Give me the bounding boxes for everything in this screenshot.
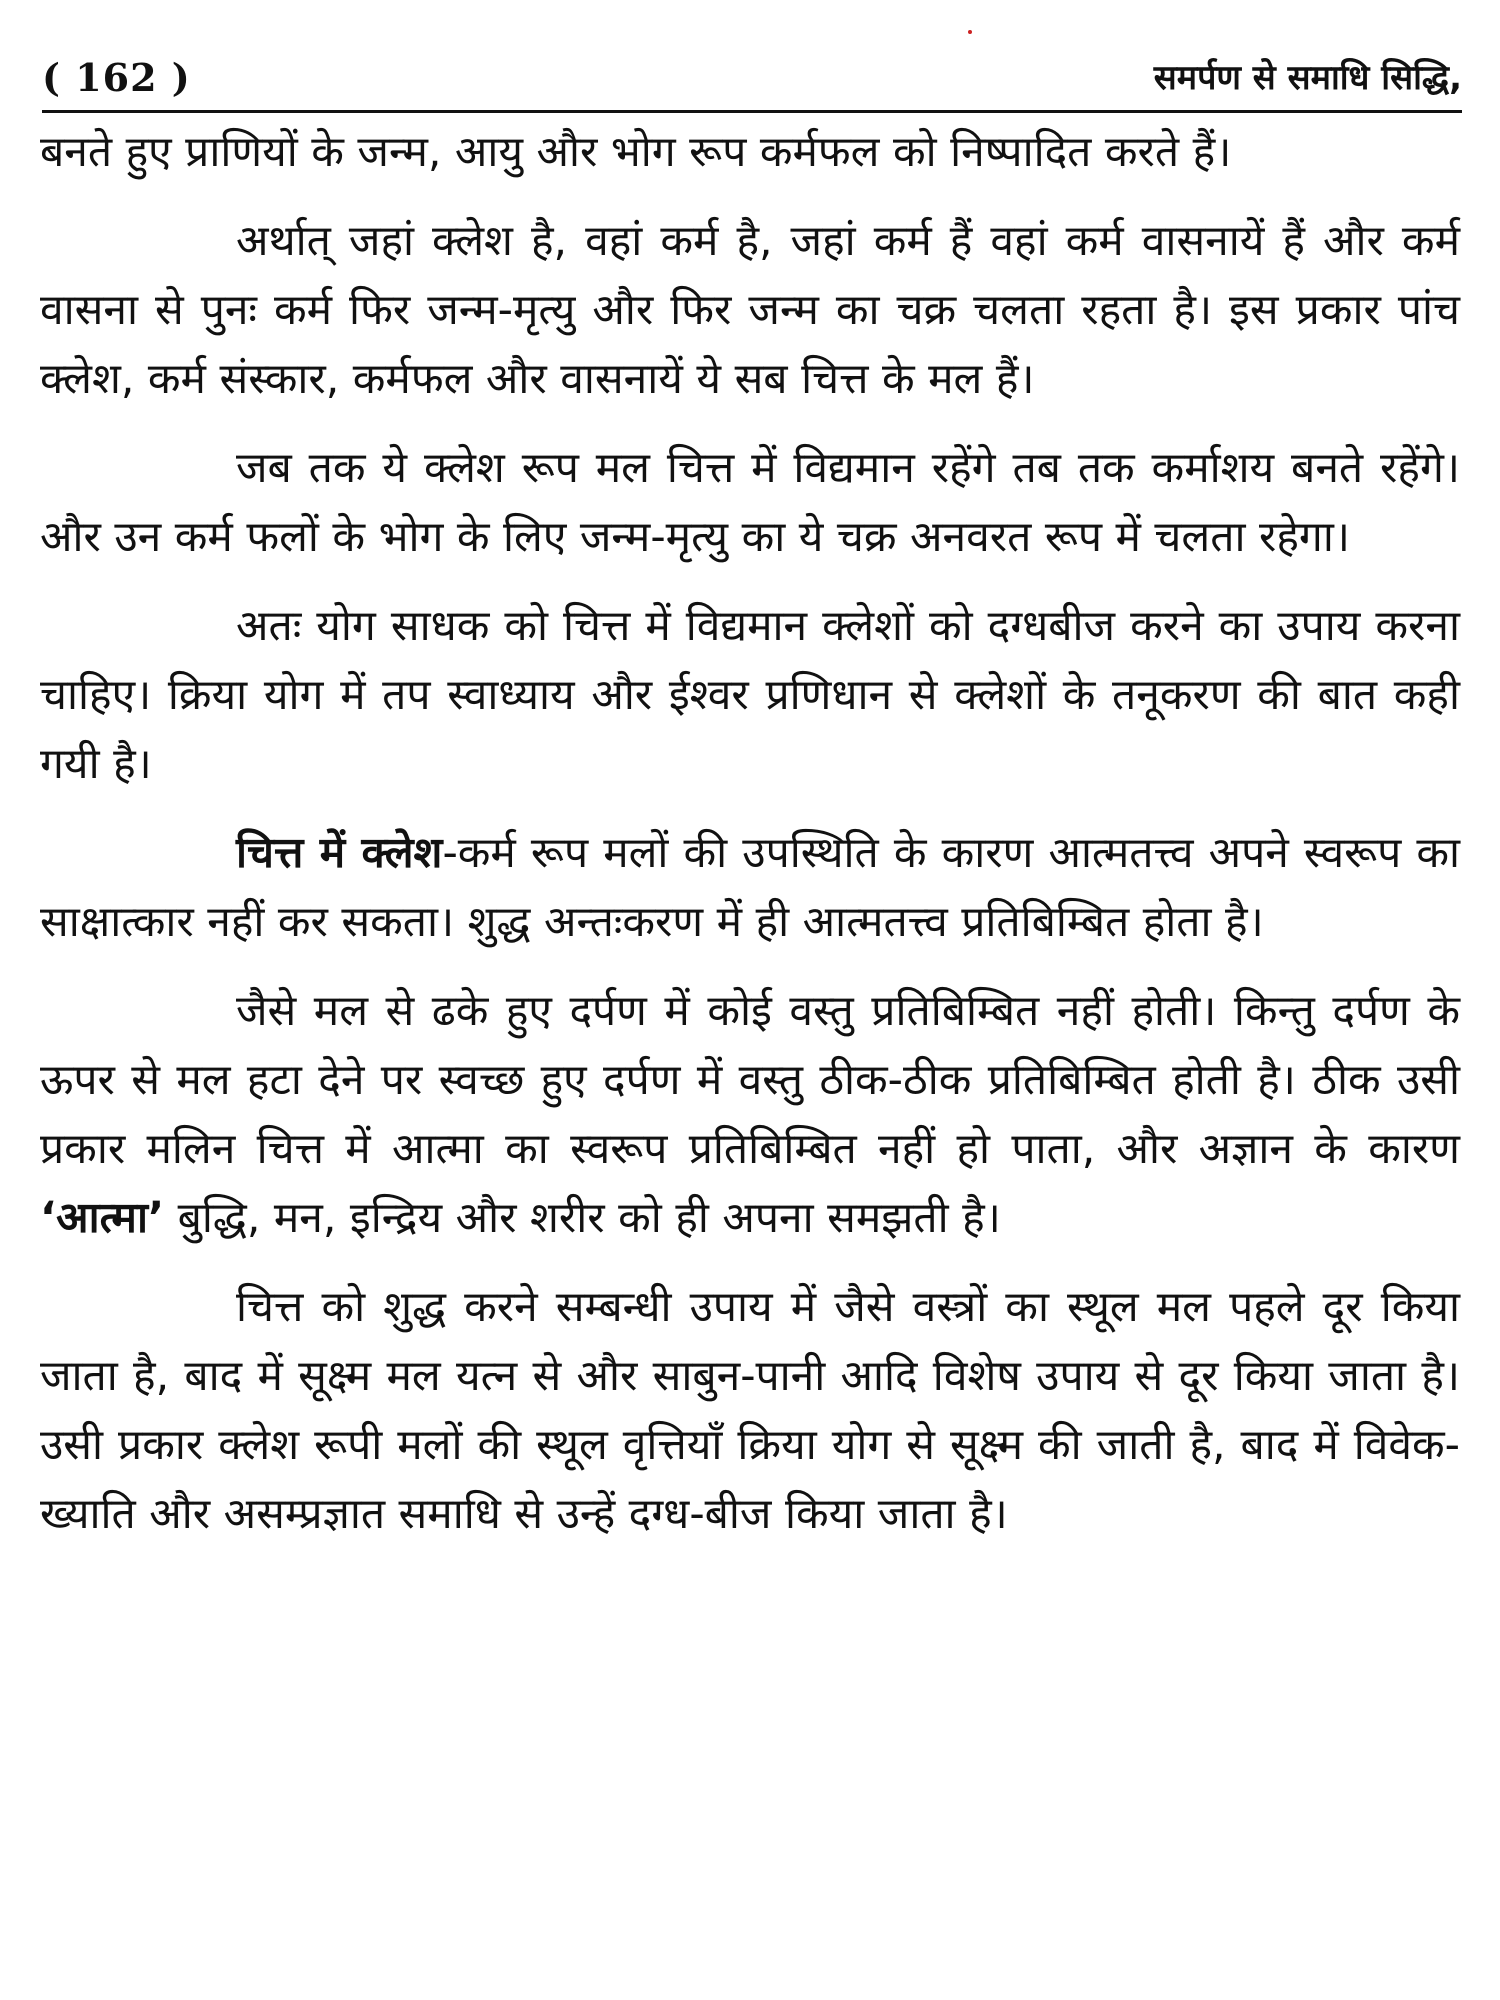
body-text <box>40 118 1460 1549</box>
quoted-term: ‘आत्मा’ <box>40 1194 165 1243</box>
paragraph-5 <box>40 819 1460 957</box>
section-lead-heading: चित्त में क्लेश <box>236 829 443 878</box>
paragraph-7: चित्त को शुद्ध करने सम्बन्धी उपाय में जैसे वस्त्रों का स्थूल मल पहले दूर किया जाता है, बाद में सूक्ष्म मल यत्न से और साबुन-पानी आदि विशेष उपाय से दूर किया जाता है। उसी प्रकार क्लेश रूपी मलों की स्थूल वृत्तियाँ क्रिया योग से सूक्ष्म की जाती है, बाद में विवेक-ख्याति और असम्प्रज्ञात समाधि से उन्हें दग्ध-बीज किया जाता है। <box>40 1283 1460 1539</box>
paragraph-2: अर्थात् जहां क्लेश है, वहां कर्म है, जहां कर्म हैं वहां कर्म वासनायें हैं और कर्म वासना से पुनः कर्म फिर जन्म-मृत्यु और फिर जन्म का चक्र चलता रहता है। इस प्रकार पांच क्लेश, कर्म संस्कार, कर्मफल और वासनायें ये सब चित्त के मल हैं। <box>40 217 1460 404</box>
paragraph-6 <box>40 977 1460 1253</box>
paragraph-6-text-after: बुद्धि, मन, इन्द्रिय और शरीर को ही अपना समझती है। <box>164 1194 1001 1243</box>
paragraph-1: बनते हुए प्राणियों के जन्म, आयु और भोग रूप कर्मफल को निष्पादित करते हैं। <box>40 128 1232 177</box>
page-header <box>42 52 1462 113</box>
page-number: ( 162 ) <box>42 55 191 100</box>
running-title: समर्पण से समाधि सिद्धि, <box>1153 58 1462 98</box>
ink-speck <box>968 30 972 34</box>
paragraph-3: जब तक ये क्लेश रूप मल चित्त में विद्यमान रहेंगे तब तक कर्माशय बनते रहेंगे। और उन कर्म फलों के भोग के लिए जन्म-मृत्यु का ये चक्र अनवरत रूप में चलता रहेगा। <box>40 444 1460 562</box>
paragraph-4: अतः योग साधक को चित्त में विद्यमान क्लेशों को दग्धबीज करने का उपाय करना चाहिए। क्रिया योग में तप स्वाध्याय और ईश्वर प्रणिधान से क्लेशों के तनूकरण की बात कही गयी है। <box>40 602 1460 789</box>
paragraph-5-text: -कर्म रूप मलों की उपस्थिति के कारण आत्मतत्त्व अपने स्वरूप का साक्षात्कार नहीं कर सकता। शुद्ध अन्तःकरण में ही आत्मतत्त्व प्रतिबिम्बित होता है। <box>40 829 1460 947</box>
paragraph-6-text-before: जैसे मल से ढके हुए दर्पण में कोई वस्तु प्रतिबिम्बित नहीं होती। किन्तु दर्पण के ऊपर से मल हटा देने पर स्वच्छ हुए दर्पण में वस्तु ठीक-ठीक प्रतिबिम्बित होती है। ठीक उसी प्रकार मलिन चित्त में आत्मा का स्वरूप प्रतिबिम्बित नहीं हो पाता, और अज्ञान के कारण <box>40 987 1460 1174</box>
